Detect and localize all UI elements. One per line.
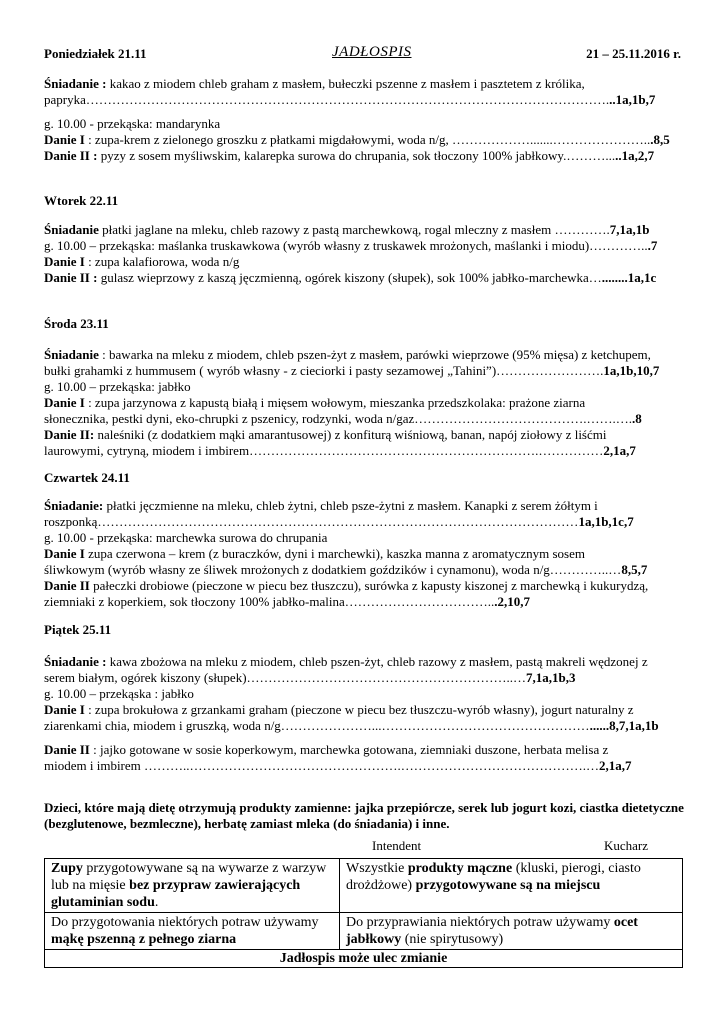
wednesday-snack: g. 10.00 – przekąska: jabłko [44, 379, 191, 394]
thursday-breakfast-cont: roszponką…………………………………………………………………………………………………1a,1b,1c,7 [44, 514, 634, 529]
info-soups: Zupy przygotowywane są na wywarze z warzyw lub na mięsie bez przypraw zawierających glutaminian sodu. [45, 859, 340, 913]
wednesday-dish-1: Danie I : zupa jarzynowa z kapustą białą i mięsem wołowym, mieszanka przedszkolaka: prażone ziarna [44, 395, 586, 410]
header-dates: 21 – 25.11.2016 r. [586, 46, 681, 61]
tuesday-title: Wtorek 22.11 [44, 193, 119, 208]
table-row [45, 950, 683, 968]
friday-dish-2-cont: miodem i imbirem ………..………………………………………….…………………………………….…2,1a,7 [44, 758, 632, 773]
friday-dish-1-cont: ziarenkami chia, miodem i gruszką, woda n/g…………………...…………………………………………......8,7,1a,1b [44, 718, 659, 733]
thursday-title: Czwartek 24.11 [44, 470, 130, 485]
page-title: JADŁOSPIS [332, 44, 412, 60]
header [44, 46, 684, 66]
monday-dish-1: Danie I : zupa-krem z zielonego groszku z płatkami migdałowymi, woda n/g, ……………….......…………………...8,5 [44, 132, 670, 147]
tuesday-breakfast: Śniadanie płatki jaglane na mleku, chleb razowy z pastą marchewkową, rogal mleczny z masłem ………….7,1a,1b [44, 222, 650, 237]
table-row [45, 859, 683, 913]
friday-title: Piątek 25.11 [44, 622, 112, 637]
monday-breakfast: Śniadanie : kakao z miodem chleb graham z masłem, bułeczki pszenne z masłem i pasztetem z królika, [44, 76, 585, 91]
friday-snack: g. 10.00 – przekąska : jabłko [44, 686, 194, 701]
info-flour-products: Wszystkie produkty mączne (kluski, pierogi, ciasto drożdżowe) przygotowywane są na miejscu [340, 859, 683, 913]
wednesday-dish-2: Danie II: naleśniki (z dodatkiem mąki amarantusowej) z konfiturą wiśniową, banan, napój ziołowy z liśćmi [44, 427, 607, 442]
tuesday-dish-1: Danie I : zupa kalafiorowa, woda n/g [44, 254, 240, 269]
monday-dish-2: Danie II : pyzy z sosem myśliwskim, kalarepka surowa do chrupania, sok tłoczony 100% jabłkowy.……….....1a,2,7 [44, 148, 655, 163]
monday-block [44, 76, 684, 164]
tuesday-snack: g. 10.00 – przekąska: maślanka truskawkowa (wyrób własny z truskawek mrożonych, maślanki i miodu)…………...7 [44, 238, 658, 253]
friday-block [44, 654, 684, 774]
info-flour: Do przygotowania niektórych potraw używamy mąkę pszenną z pełnego ziarna [45, 913, 340, 950]
thursday-dish-2: Danie II pałeczki drobiowe (pieczone w piecu bez tłuszczu), surówka z kapusty kiszonej z marchewką i kukurydzą, [44, 578, 649, 593]
info-table [44, 858, 683, 968]
info-vinegar: Do przyprawiania niektórych potraw używamy ocet jabłkowy (nie spirytusowy) [340, 913, 683, 950]
wednesday-dish-2-cont: laurowymi, cytryną, miodem i imbirem………………………………………………………….……………2,1a,7 [44, 443, 636, 458]
wednesday-breakfast-cont: bułki grahamki z hummusem ( wyrób własny - z cieciorki i pasty sezamowej „Tahini”)…………………….1a,1b,10,7 [44, 363, 660, 378]
friday-dish-1: Danie I : zupa brokułowa z grzankami graham (pieczone w piecu bez tłuszczu-wyrób własny), jogurt naturalny z [44, 702, 634, 717]
tuesday-dish-2: Danie II : gulasz wieprzowy z kaszą jęczmienną, ogórek kiszony (słupek), sok 100% jabłko-marchewka…........1a,1c [44, 270, 657, 285]
menu-change-notice: Jadłospis może ulec zmianie [45, 950, 683, 968]
friday-dish-2: Danie II : jajko gotowane w sosie koperkowym, marchewka gotowana, ziemniaki duszone, herbata melisa z [44, 742, 609, 757]
thursday-breakfast: Śniadanie: płatki jęczmienne na mleku, chleb żytni, chleb psze-żytni z masłem. Kanapki z serem żółtym i [44, 498, 598, 513]
thursday-dish-1-cont: śliwkowym (wyrób własny ze śliwek mrożonych z dodatkiem goździków i cynamonu), woda n/g…………..…8,5,7 [44, 562, 648, 577]
signature-intendent: Intendent [372, 838, 422, 853]
thursday-dish-2-cont: ziemniaki z koperkiem, sok tłoczony 100% jabłko-malina……………………………...2,10,7 [44, 594, 530, 609]
diet-note: Dzieci, które mają dietę otrzymują produkty zamienne: jajka przepiórcze, serek lub jogurt kozi, ciastka dietetyczne (bezglutenowe, bezmleczne), herbatę zamiast mleka (do śniadania) i inne. [44, 800, 684, 831]
thursday-block [44, 498, 684, 610]
monday-snack: g. 10.00 - przekąska: mandarynka [44, 116, 221, 131]
thursday-dish-1: Danie I zupa czerwona – krem (z buraczków, dyni i marchewki), kaszka manna z aromatycznym sosem [44, 546, 585, 561]
table-row [45, 913, 683, 950]
monday-breakfast-cont: papryka…………………………………………………………………………………………………………...1a,1b,7 [44, 92, 656, 107]
thursday-snack: g. 10.00 - przekąska: marchewka surowa do chrupania [44, 530, 328, 545]
wednesday-breakfast: Śniadanie : bawarka na mleku z miodem, chleb pszen-żyt z masłem, parówki wieprzowe (95% mięsa) z ketchupem, [44, 347, 651, 362]
wednesday-title: Środa 23.11 [44, 316, 109, 331]
tuesday-block [44, 222, 684, 286]
header-day: Poniedziałek 21.11 [44, 46, 147, 61]
signature-kucharz: Kucharz [604, 838, 649, 853]
friday-breakfast: Śniadanie : kawa zbożowa na mleku z miodem, chleb pszen-żyt, chleb razowy z masłem, pastą makreli wędzonej z [44, 654, 648, 669]
wednesday-block [44, 347, 684, 459]
friday-breakfast-cont: serem białym, ogórek kiszony (słupek)……………………………………………………..…7,1a,1b,3 [44, 670, 576, 685]
wednesday-dish-1-cont: słonecznika, pestki dyni, eko-chrupki z pszenicy, rodzynki, woda n/gaz………………………………….…….…..8 [44, 411, 642, 426]
